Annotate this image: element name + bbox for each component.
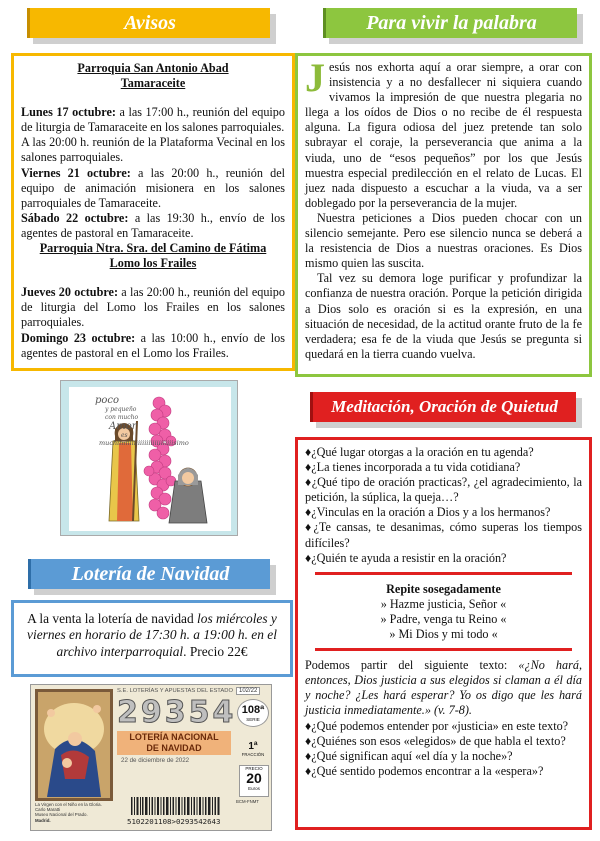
aviso-domingo-label: Domingo 23 octubre: (21, 330, 136, 345)
meditacion-texto-intro: Podemos partir del siguiente texto: (305, 658, 519, 673)
aviso-jueves-label: Jueves 20 octubre: (21, 285, 119, 300)
aviso-lunes-text: a las 17:00 h., reunión del equipo de liturgia de Tamaraceite en los salones parroquiales. (21, 105, 285, 135)
meditacion-banner (310, 392, 576, 422)
illus-text-es: es (121, 432, 128, 439)
meditacion-texto-cita: «¿No hará, entonces, Dios justicia a sus elegidos si claman a él día y noche? ¿Les hará esperar? Yo os digo que les hará justicia inmediatamente.» (v. 7-8). (305, 658, 583, 718)
aviso-sabado (21, 211, 285, 241)
meditacion-q3: ♦¿Qué tipo de oración practicas?, ¿el agradecimiento, la petición, la súplica, la queja…? (305, 475, 582, 505)
parish1-heading (21, 61, 285, 91)
illus-text-pequeno: y pequeño (105, 406, 137, 413)
illus-text-muchisimo: muchiiiiiiiiiiiiiiiiiiiiiiiiiiisimo (99, 439, 189, 447)
avisos-title: Avisos (124, 11, 176, 34)
parish1-place: Tamaraceite (120, 76, 186, 91)
ticket-series-badge (237, 699, 269, 727)
illus-text-poco: poco (95, 395, 120, 406)
repite-line-2: » Padre, venga tu Reino « (380, 611, 507, 626)
parish2-heading (21, 241, 285, 271)
meditacion-q2: ♦¿La tienes incorporada a tu vida cotidiana? (305, 460, 521, 475)
ticket-caption-1: La Virgen con el Niño en la Gloria. (35, 802, 102, 807)
ticket-side-code: BCM-FNMT (236, 799, 259, 804)
ticket-price-label: PRECIO (245, 766, 263, 771)
illustration-poco-y-pequeno (60, 380, 238, 536)
repite-line-3: » Mi Dios y mi todo « (389, 627, 498, 642)
meditacion-q4: ♦¿Vinculas en la oración a Dios y a los hermanos? (305, 505, 551, 520)
aviso-viernes-label: Viernes 21 octubre: (21, 165, 131, 180)
palabra-para2: Nuestra peticiones a Dios pueden chocar con un silencio semejante. Pero ese silencio nunca se deberá a la resistencia de Dios a nuestras oraciones. Es Dios mismo quien las suscita. (305, 210, 582, 271)
meditacion-preguntas-texto (305, 719, 582, 779)
meditacion-q1: ♦¿Qué lugar otorgas a la oración en tu agenda? (305, 445, 534, 459)
meditacion-p4: ♦¿Qué sentido podemos encontrar a la «espera»? (305, 763, 544, 778)
parish2-place: Lomo los Frailes (109, 256, 197, 271)
ticket-price-unit: Euros (248, 786, 260, 791)
loteria-text-normal2: . Precio 22€ (183, 643, 248, 659)
meditacion-divider-1 (315, 572, 572, 575)
illus-text-amor: Amor (109, 421, 137, 432)
illus-text-con-mucho: con mucho (105, 414, 139, 421)
ticket-title-band (117, 731, 231, 755)
avisos-box (11, 53, 295, 371)
meditacion-box (295, 437, 592, 830)
palabra-banner (323, 8, 577, 38)
meditacion-p1: ♦¿Qué podemos entender por «justicia» en este texto? (305, 718, 569, 733)
ticket-painting (35, 689, 113, 801)
ticket-number: 29354 (117, 695, 237, 730)
aviso-viernes (21, 166, 285, 211)
loteria-banner (28, 559, 270, 589)
ticket-fraccion-label: FRACCIÓN (241, 752, 265, 757)
ticket-caption (35, 802, 115, 823)
aviso-viernes-text: a las 20:00 h., reunión del equipo de animación misionera en los salones parroquiales de Tamaraceite. (21, 165, 286, 210)
aviso-lunes-label: Lunes 17 octubre: (21, 105, 116, 120)
meditacion-divider-2 (315, 648, 572, 651)
palabra-para1-text: esús nos exhorta aquí a orar siempre, a orar con insistencia y a no desfallecer ni siquiera cuando vivamos la impresión de que nuestra plegaria no llega a los oídos de Dios o no recibe de él respuesta alguna. La figura odiosa del juez pretende tan solo subrayar el coraje, la perseverancia que anima a la viuda, uno de “esos pequeños” por los que Jesús muestra especial predilección en el relato de Lucas. El juez nada dispuesto a escuchar a la viuda, va a ser doblegado por la perseverancia de la mujer. (305, 60, 582, 210)
palabra-box (295, 53, 592, 377)
meditacion-q6: ♦¿Quién te ayuda a resistir en la oración? (305, 550, 507, 565)
ticket-series-label: SERIE (246, 717, 260, 722)
aviso-jueves (21, 285, 285, 330)
ticket-code: 102/22 (236, 687, 260, 695)
aviso-domingo (21, 331, 285, 361)
parish2-name: Parroquia Ntra. Sra. del Camino de Fátima (39, 241, 267, 256)
ticket-barcode-number: 5102201108>0293542643 (127, 817, 221, 826)
ticket-caption-3: Museo Nacional del Prado. (35, 812, 88, 818)
ticket-title-1: LOTERÍA NACIONAL (129, 732, 219, 742)
ticket-title-2: DE NAVIDAD (146, 743, 202, 753)
meditacion-questions (305, 445, 582, 566)
meditacion-texto (305, 658, 582, 718)
loteria-text-italic: los miércoles y viernes en horario de 17:30 h. a 19:00 h. en el archivo interparroquial (27, 611, 277, 659)
loteria-text (20, 611, 284, 660)
palabra-dropcap: J (305, 55, 325, 100)
ticket-price-box (239, 765, 269, 797)
ticket-series: 108ª (241, 704, 265, 716)
lottery-ticket (30, 684, 272, 831)
meditacion-title: Meditación, Oración de Quietud (331, 397, 558, 416)
ticket-fraccion-box (239, 741, 267, 757)
aviso-plataforma: A las 20:00 h. reunión de la Plataforma Vecinal en los salones parroquiales. (21, 135, 285, 165)
ticket-barcode (131, 797, 221, 815)
aviso-sabado-text: a las 19:30 h., envío de los agentes de pastoral en Tamaraceite. (21, 210, 285, 240)
aviso-lunes (21, 105, 285, 135)
ticket-price: 20 (246, 770, 262, 786)
aviso-jueves-text: a las 20:00 h., reunión del equipo de liturgia del Lomo los Frailes en los salones parroquiales. (21, 285, 285, 330)
loteria-box (11, 600, 293, 677)
repite-line-1: » Hazme justicia, Señor « (380, 596, 507, 611)
loteria-text-normal1: A la venta la lotería de navidad (27, 611, 198, 626)
ticket-fraccion: 1ª (248, 741, 258, 752)
aviso-sabado-label: Sábado 22 octubre: (21, 210, 129, 225)
meditacion-p3: ♦¿Qué significan aquí «el día y la noche»? (305, 748, 513, 763)
ticket-caption-2: Carlo Maratti (35, 807, 61, 813)
meditacion-q5: ♦¿Te cansas, te desanimas, cómo superas los tiempos difíciles? (305, 520, 582, 550)
repite-title: Repite sosegadamente (386, 581, 501, 596)
meditacion-p2: ♦¿Quiénes son esos «elegidos» de que habla el texto? (305, 733, 566, 748)
parish1-name: Parroquia San Antonio Abad (77, 61, 229, 75)
illustration-drawing (61, 381, 238, 536)
ticket-date: 22 de diciembre de 2022 (121, 757, 190, 764)
loteria-title: Lotería de Navidad (71, 562, 230, 585)
ticket-header: S.E. LOTERÍAS Y APUESTAS DEL ESTADO (117, 688, 233, 694)
palabra-para1 (305, 55, 582, 211)
palabra-title: Para vivir la palabra (366, 11, 537, 34)
aviso-domingo-text: a las 10:00 h., envío de los agentes de pastoral en el Lomo los Frailes. (21, 330, 285, 360)
ticket-caption-4: Madrid. (35, 817, 51, 823)
avisos-banner (27, 8, 270, 38)
palabra-para3: Tal vez su demora loge purificar y profundizar la confianza de nuestra oración. Porque la petición dirigida a Dios solo es oración si es la expresión, en una situación de necesidad, de la actitud orante fruto de la fe verdadera; esa fe de la viuda que Jesús se pregunta si quedará en la tierra cuando vuelva. (305, 271, 582, 361)
